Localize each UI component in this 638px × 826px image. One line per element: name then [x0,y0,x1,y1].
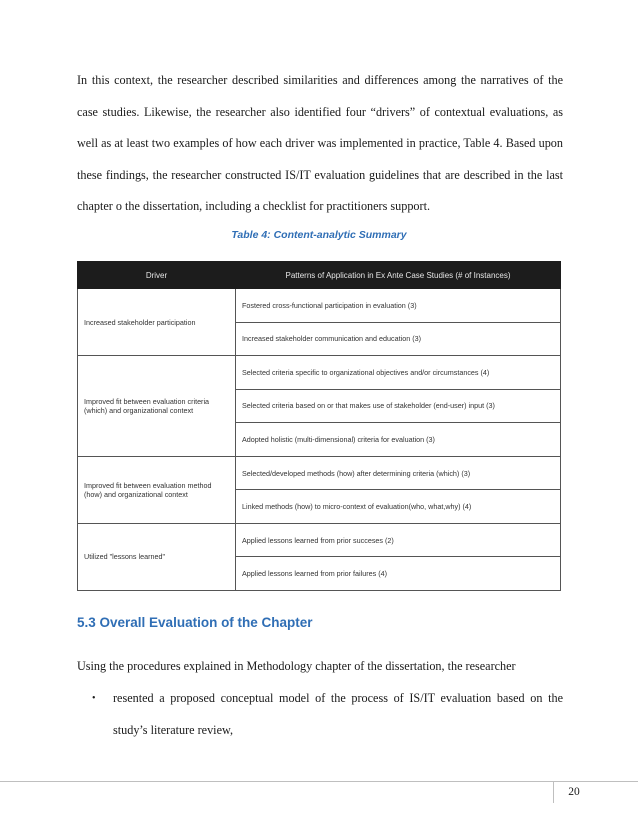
section-intro: Using the procedures explained in Methodology chapter of the dissertation, the researcher [77,659,516,673]
intro-paragraph: In this context, the researcher described similarities and differences among the narratives of the case studies. Likewise, the researcher also identified four “drivers” of contextual evaluations, as well as at least two examples of how each driver was implemented in practice, Table 4. Based upon these findings, the researcher constructed IS/IT evaluation guidelines that are described in the last chapter o the dissertation, including a checklist for practitioners support. [77,73,563,213]
pattern-cell: Adopted holistic (multi-dimensional) criteria for evaluation (3) [236,423,561,457]
page-number: 20 [553,781,594,803]
driver-cell: Utilized "lessons learned" [78,523,236,590]
pattern-cell: Applied lessons learned from prior failures (4) [236,557,561,591]
pattern-cell: Increased stakeholder communication and education (3) [236,322,561,356]
table-row [78,289,561,323]
bullet-item: resented a proposed conceptual model of the process of IS/IT evaluation based on the study’s literature review, [113,691,563,737]
table-caption: Table 4: Content-analytic Summary [231,229,407,241]
pattern-cell: Selected criteria based on or that makes use of stakeholder (end-user) input (3) [236,389,561,423]
table-row [78,356,561,390]
bullet-icon: • [92,693,96,704]
section-heading: 5.3 Overall Evaluation of the Chapter [77,615,313,630]
table-header-driver: Driver [78,262,236,289]
footer-divider [0,781,638,782]
driver-cell: Improved fit between evaluation criteria (which) and organizational context [78,356,236,457]
pattern-cell: Applied lessons learned from prior succeses (2) [236,523,561,557]
driver-cell: Increased stakeholder participation [78,289,236,356]
content-analytic-table [77,261,561,591]
pattern-cell: Selected criteria specific to organizational objectives and/or circumstances (4) [236,356,561,390]
pattern-cell: Selected/developed methods (how) after determining criteria (which) (3) [236,456,561,490]
table-row [78,523,561,557]
table-row [78,456,561,490]
driver-cell: Improved fit between evaluation method (how) and organizational context [78,456,236,523]
pattern-cell: Linked methods (how) to micro-context of evaluation(who, what,why) (4) [236,490,561,524]
pattern-cell: Fostered cross-functional participation in evaluation (3) [236,289,561,323]
table-header-patterns: Patterns of Application in Ex Ante Case Studies (# of Instances) [236,262,561,289]
